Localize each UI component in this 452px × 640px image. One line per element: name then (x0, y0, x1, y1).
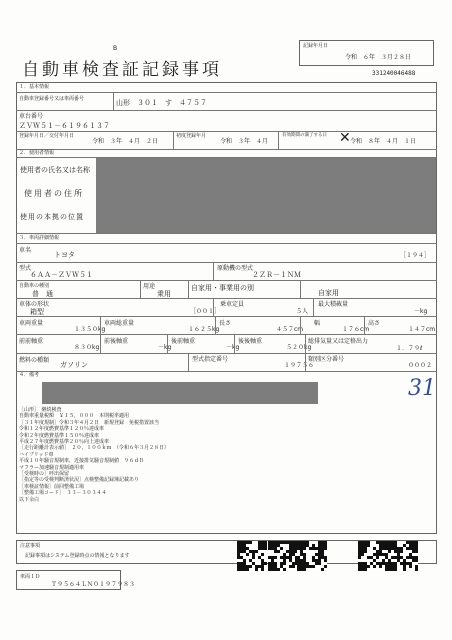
kind-value: 普 通 (32, 290, 53, 298)
initial-reg-label: 初度登録年月 (176, 133, 207, 139)
type-no-value: １９７５６ (284, 362, 315, 369)
remark-line: ［整備工場コード］ ３３－３０３４４ (19, 490, 107, 497)
remark-line: 令和２年度燃費基準１５０％達成車 (19, 432, 100, 439)
maker-code: ［１９４］ (400, 252, 431, 259)
engine-value: ２ＺＲ－１ＮＭ (252, 271, 301, 279)
record-date-label: 記録年月日 (303, 43, 329, 49)
height-label: 高さ (368, 320, 381, 327)
section3-title: ３．車両詳細情報 (19, 235, 60, 241)
redacted-user-info (96, 158, 436, 233)
length-label: 長さ (219, 320, 232, 327)
remark-line: マフラー加速騒音規制適用車 (19, 464, 85, 471)
maker-label: 車名 (19, 247, 32, 254)
weight-value: １３５０kg (74, 326, 106, 333)
qr-code-icon (297, 541, 327, 571)
strike-mark: ✕ (339, 130, 351, 146)
gross-value: １６２５kg (188, 326, 220, 333)
section4-title: ４．備考 (19, 372, 40, 378)
ff-axle-label: 前前軸重 (19, 338, 44, 345)
length-value: ４５７cm (276, 326, 304, 333)
notes-text: 記録事項はシステム登録時点の情報となります (25, 553, 130, 559)
handwritten-note: 31 (408, 376, 436, 401)
qr-code-icon (268, 541, 298, 571)
rf-axle-label: 後前軸重 (171, 338, 196, 345)
remark-line: ［走行距離計表示値］ ２０，１００ｋｍ （令和６年３月２８日） (19, 445, 170, 452)
fr-axle-label: 前後軸重 (104, 338, 129, 345)
remark-line: ハイブリッド車 (19, 451, 54, 458)
document-number: 331240046488 (372, 70, 416, 77)
fuel-value: ガソリン (60, 361, 88, 369)
body-value: 箱型 (30, 308, 44, 316)
qr-code-icon (358, 541, 388, 571)
purpose-value: 自家用 (318, 289, 339, 297)
notes-title: 注意事項 (20, 543, 41, 549)
chassis-value: ＺＶＷ５１－６１９６１３７ (19, 122, 110, 130)
remark-line: ［車検証情報］前回整備工場 (19, 483, 85, 490)
model-value: ６ＡＡ－ＺＶＷ５１ (30, 271, 93, 279)
capacity-label: 乗車定員 (220, 301, 245, 308)
fr-axle-value: －kg (158, 344, 172, 351)
class-no-value: ０００２ (408, 362, 433, 369)
max-load-label: 最大積載量 (318, 301, 349, 308)
body-code: ［００１］ (190, 308, 221, 315)
section1-title: １．基本情報 (19, 84, 50, 90)
width-value: １７６cm (342, 326, 370, 333)
initial-reg-value: 令和 ３年 ４月 (220, 138, 269, 145)
remark-line: 平成２７年度燃費基準２０％向上達成車 (19, 439, 110, 445)
base-location-label: 使用の本拠の位置 (20, 213, 84, 221)
displacement-value: １．７９ℓ (396, 345, 423, 352)
displacement-label: 総排気量又は定格出力 (308, 338, 369, 345)
rr-axle-label: 後後軸重 (238, 338, 263, 345)
fuel-label: 燃料の種類 (19, 357, 50, 364)
capacity-value: ５人 (296, 308, 309, 315)
document-title: 自動車検査証記録事項 (22, 60, 222, 80)
remark-line: 平成１０年騒音規制車，近接排気騒音規制値 ９６ｄＢ (19, 458, 145, 465)
record-date-box (299, 40, 434, 66)
qr-code-icon (388, 541, 418, 571)
remark-line: ［山形］ 継続検査 (19, 407, 62, 413)
record-date-value: 令和 ６年 ３月２８日 (345, 54, 412, 61)
chassis-label: 車台番号 (19, 113, 44, 120)
weight-label: 車両重量 (19, 320, 44, 327)
use-label: 用途 (143, 283, 156, 290)
user-name-label: 使用者の氏名又は名称 (20, 166, 90, 174)
remark-line: 自動車重量税額 ￥１５，０００ 本則税率適用 (19, 413, 130, 420)
height-value: １４７cm (408, 326, 436, 333)
vehicle-id-label: 車両ＩＤ (20, 574, 41, 580)
maker-value: トヨタ (54, 251, 75, 259)
reg-number-label: 自動車登録番号又は車両番号 (19, 96, 85, 102)
ff-axle-value: ８３０kg (74, 344, 100, 351)
remark-line: ［受検時の］呼出保留 (19, 471, 70, 477)
qr-code-icon (237, 541, 267, 571)
remark-line: ［３１年度規制］令和３年４月２日 新規登録 免税措置該当 (19, 419, 160, 426)
kind-label: 自動車の種別 (19, 283, 50, 289)
model-label: 型式 (19, 265, 32, 272)
vehicle-id-box (16, 570, 136, 590)
expiry-value: 令和 ８年 ４月 １日 (350, 138, 417, 145)
remark-line: ［指定等の受検判断済状況］点検整備記録簿記載あり (19, 477, 140, 484)
body-label: 車体の形状 (19, 301, 50, 308)
rf-axle-value: －kg (226, 344, 240, 351)
width-label: 幅 (314, 320, 321, 327)
vehicle-id-value: Ｔ９５６４ＬＮ０１９７９８３ (51, 581, 136, 588)
remark-line: 以下余白 (19, 496, 40, 503)
max-load-value: －kg (414, 308, 428, 315)
user-addr-label: 使用者の住所 (24, 189, 84, 198)
use-value: 乗用 (157, 290, 171, 298)
expiry-label: 有効期間の満了する日 (282, 133, 327, 138)
gross-label: 車両総重量 (104, 320, 135, 327)
section2-title: ２．使用者情報 (19, 150, 55, 156)
type-no-label: 型式指定番号 (192, 356, 229, 363)
engine-label: 原動機の型式 (217, 265, 254, 272)
b-mark: B (113, 45, 118, 52)
remark-line: 令和１２年度燃費基準１２０％達成車 (19, 426, 105, 433)
purpose-label: 自家用・事業用の別 (191, 284, 254, 292)
first-reg-label: 登録年月日／交付年月日 (19, 133, 75, 139)
redacted-remarks (42, 382, 318, 404)
rr-axle-value: ５２０kg (286, 344, 312, 351)
first-reg-value: 令和 ３年 ４月 ２日 (92, 138, 159, 145)
class-no-label: 類別区分番号 (308, 356, 345, 363)
reg-number-value: 山形 ３０１ す ４７５７ (116, 99, 207, 107)
